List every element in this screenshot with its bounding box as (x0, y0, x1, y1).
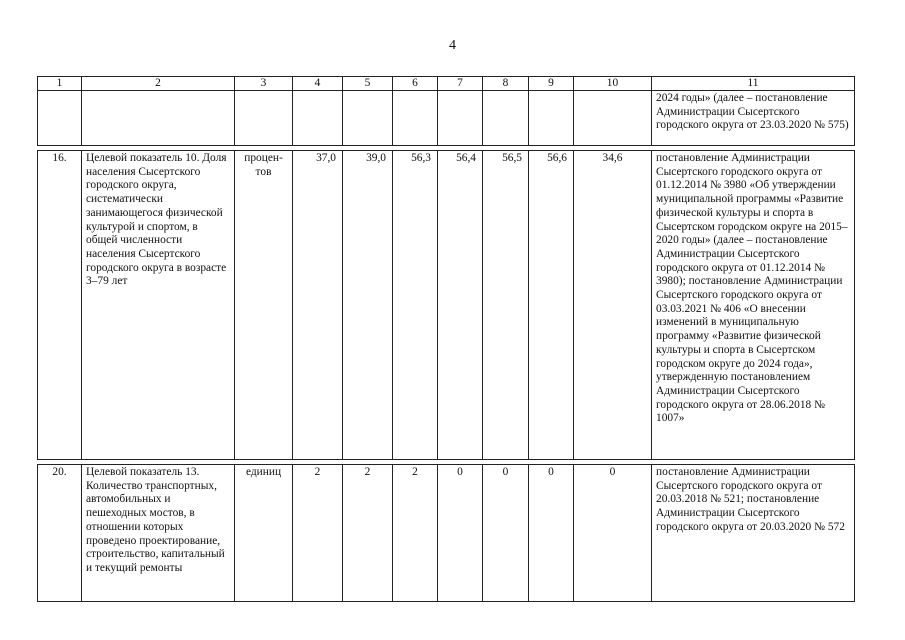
value-cell: 37,0 (293, 151, 343, 460)
table-row (38, 465, 855, 602)
header-cell: 3 (235, 77, 293, 91)
header-cell: 2 (82, 77, 235, 91)
indicator-name: Целевой показатель 10. Доля населения Сысертского городского округа, систематически занимающегося физической культурой и спортом, в общей численности населения Сысертского городского округа в возрасте 3–79 лет (82, 151, 235, 460)
header-cell: 9 (529, 77, 574, 91)
indicator-name: Целевой показатель 13. Количество транспортных, автомобильных и пешеходных мостов, в отношении которых проведено проектирование, строительство, капитальный и текущий ремонты (82, 465, 235, 602)
header-cell: 6 (393, 77, 438, 91)
table-header-row (38, 77, 855, 91)
source-cell: постановление Администрации Сысертского городского округа от 01.12.2014 № 3980 «Об утверждении муниципальной программы «Развитие физической культуры и спорта в Сысертском городском округе на 2015–2020 годы» (далее – постановление Администрации Сысертского городского округа от 01.12.2014 № 3980); постановление Администрации Сысертского городского округа от 03.03.2021 № 406 «О внесении изменений в муниципальную программу «Развитие физической культуры и спорта в Сысертском городском округе до 2024 года», утвержденную постановлением Администрации Сысертского городского округа от 28.06.2018 № 1007» (652, 151, 855, 460)
value-cell: 56,3 (393, 151, 438, 460)
value-cell: 0 (438, 465, 483, 602)
value-cell: 56,5 (483, 151, 529, 460)
value-cell: 0 (529, 465, 574, 602)
table-row-continuation (38, 91, 855, 146)
header-cell: 5 (343, 77, 393, 91)
header-cell: 4 (293, 77, 343, 91)
value-cell: 56,6 (529, 151, 574, 460)
value-cell: 0 (574, 465, 652, 602)
unit-cell: процен-тов (235, 151, 293, 460)
header-cell: 10 (574, 77, 652, 91)
value-cell: 2 (393, 465, 438, 602)
table-row (38, 151, 855, 460)
header-cell: 1 (38, 77, 82, 91)
page-number: 4 (449, 38, 456, 53)
value-cell: 34,6 (574, 151, 652, 460)
row-number: 20. (38, 465, 82, 602)
header-cell: 8 (483, 77, 529, 91)
value-cell: 2 (343, 465, 393, 602)
row-number: 16. (38, 151, 82, 460)
header-cell: 11 (652, 77, 855, 91)
header-cell: 7 (438, 77, 483, 91)
value-cell: 39,0 (343, 151, 393, 460)
source-cell: 2024 годы» (далее – постановление Администрации Сысертского городского округа от 23.03.2020 № 575) (652, 91, 855, 146)
value-cell: 2 (293, 465, 343, 602)
unit-cell: единиц (235, 465, 293, 602)
value-cell: 56,4 (438, 151, 483, 460)
value-cell: 0 (483, 465, 529, 602)
source-cell: постановление Администрации Сысертского городского округа от 20.03.2018 № 521; постановление Администрации Сысертского городского округа от 20.03.2020 № 572 (652, 465, 855, 602)
indicators-table (37, 76, 855, 602)
